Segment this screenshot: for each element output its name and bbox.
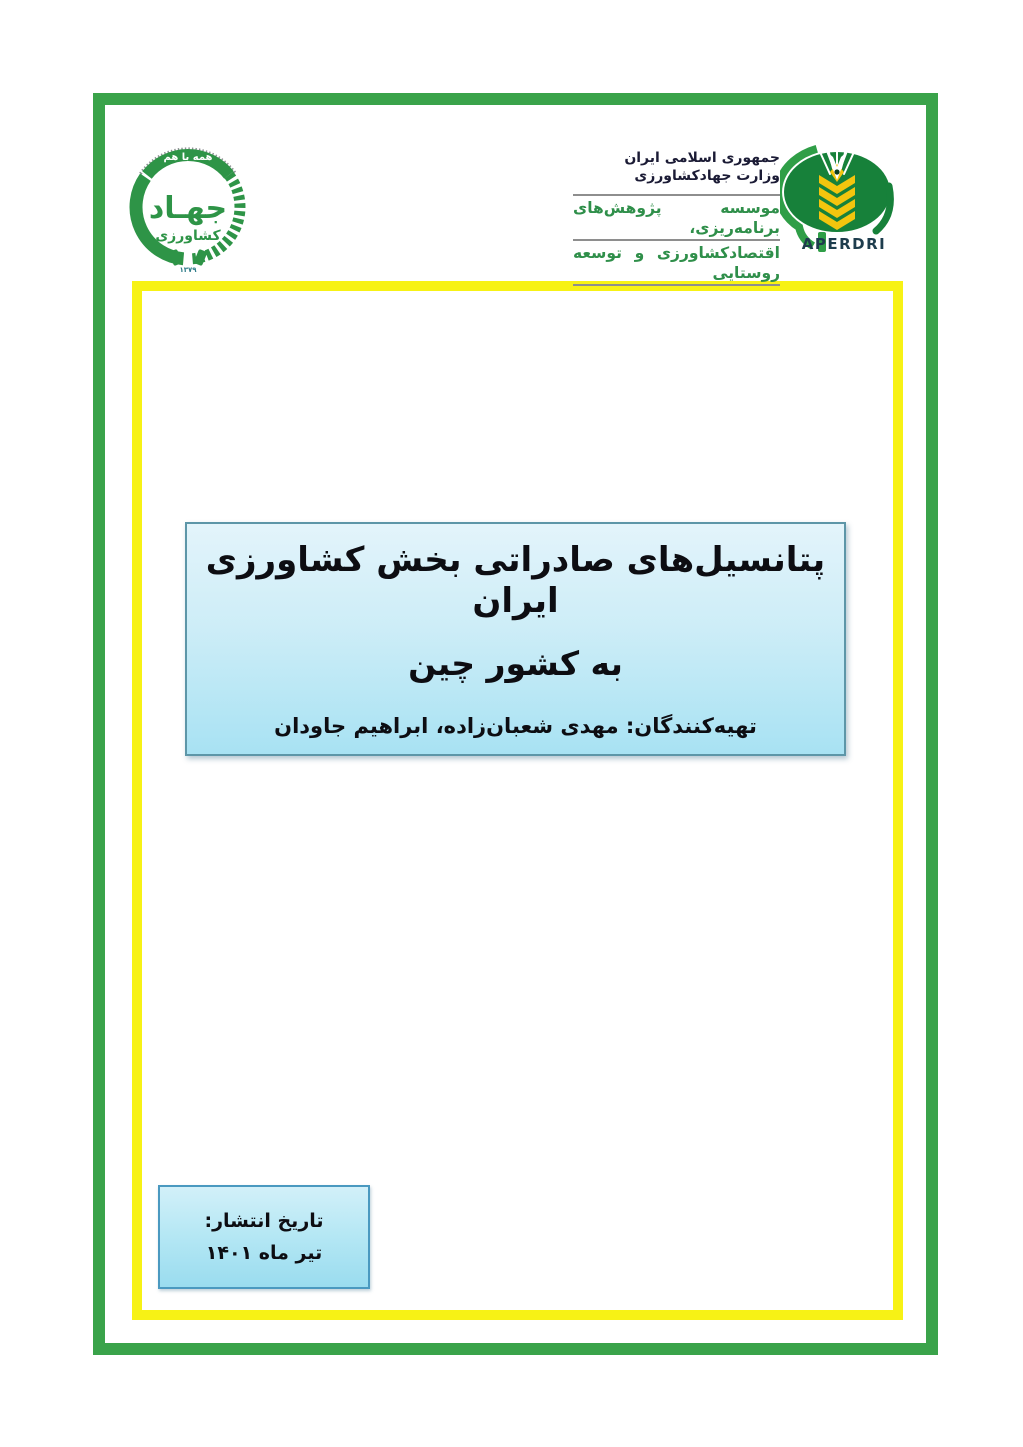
jahad-logo-year-text: ۱۳۷۹	[179, 266, 197, 274]
gov-line-1: جمهوری اسلامی ایران	[624, 150, 780, 166]
inner-yellow-frame	[132, 281, 903, 1320]
publication-date-value: تیر ماه ۱۴۰۱	[205, 1241, 323, 1264]
institute-line-1: موسسه پژوهش‌های برنامه‌ریزی،	[573, 196, 780, 241]
aperdri-logo-icon	[780, 142, 900, 256]
report-title-line-2: به کشور چین	[408, 643, 623, 683]
letterhead	[573, 150, 780, 286]
gov-line-2: وزارت جهادکشاورزی	[634, 167, 780, 184]
jahad-logo-title-text: جهـاد	[148, 191, 228, 226]
publication-date-label: تاریخ انتشار:	[204, 1209, 324, 1232]
report-title-line-1: پتانسیل‌های صادراتی بخش کشاورزی ایران	[205, 540, 826, 621]
jahad-keshavarzi-logo-icon	[122, 143, 254, 275]
title-box	[185, 522, 846, 756]
aperdri-logo-nib-dot	[834, 169, 839, 174]
publication-date-box	[158, 1185, 370, 1289]
institute-line-2: اقتصادکشاورزی و توسعه روستایی	[573, 241, 780, 286]
institute-block	[573, 194, 780, 286]
aperdri-logo-acronym-text: APERDRI	[801, 235, 887, 253]
report-authors: تهیه‌کنندگان: مهدی شعبان‌زاده، ابراهیم جاودان	[274, 714, 757, 738]
jahad-logo-motto-text: همه با هم	[163, 152, 213, 163]
jahad-logo-subtitle-text: کشاورزی	[155, 228, 221, 244]
